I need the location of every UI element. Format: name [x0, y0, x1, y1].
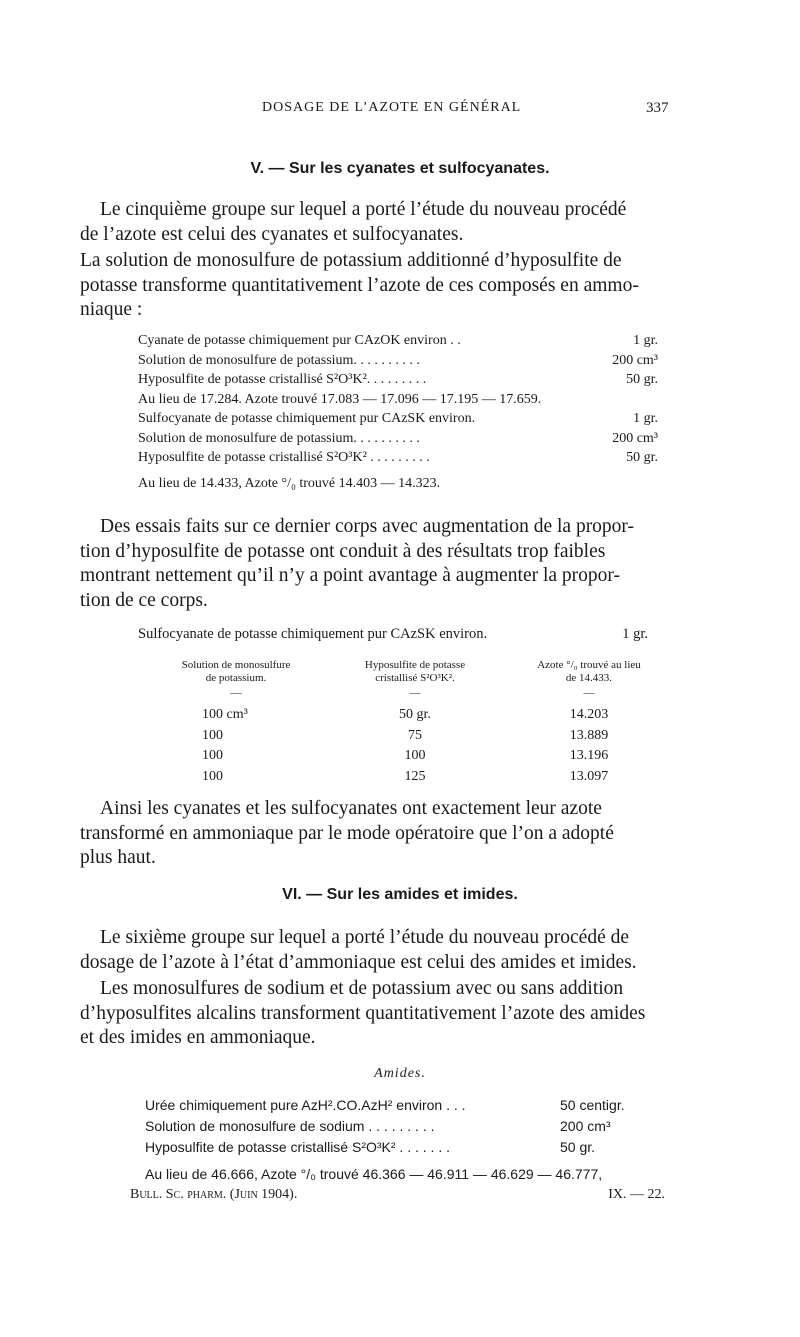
page-number: 337 [646, 100, 669, 116]
table-header [150, 659, 670, 685]
text-line: plus haut. [80, 847, 156, 868]
paragraph-intro-amides [80, 926, 700, 975]
column-header: Hyposulfite de potasse cristallisé S²O³K². [364, 659, 466, 684]
text-line: Les monosulfures de sodium et de potassium avec ou sans addition [100, 978, 624, 999]
footer-signature: IX. — 22. [608, 1187, 665, 1202]
list-item: Hyposulfite de potasse cristallisé S²O³K² . . . . . . . 50 gr. [145, 1139, 596, 1155]
paragraph-monosulfures [80, 977, 700, 1051]
result-line: Au lieu de 46.666, Azote °/₀ trouvé 46.366 — 46.911 — 46.629 — 46.777, [145, 1166, 603, 1182]
text-line: Ainsi les cyanates et les sulfocyanates ont exactement leur azote [100, 798, 602, 819]
table-dashes: — — — [230, 687, 595, 699]
table-row: 100 75 13.889 [202, 727, 609, 743]
column-header: Azote °/₀ trouvé au lieu de 14.433. [537, 659, 641, 684]
reagent-list-amides [145, 1095, 660, 1185]
text-line: tion de ce corps. [80, 589, 208, 611]
page-footer [130, 1187, 665, 1203]
paragraph-intro-cyanates [80, 198, 700, 247]
list-item: Solution de monosulfure de potassium. . . . . . . . . . 200 cm³ [138, 352, 658, 368]
text-line: niaque : [80, 299, 143, 320]
result-line: Au lieu de 14.433, Azote °/₀ trouvé 14.403 — 14.323. [138, 475, 441, 491]
paragraph-method [80, 249, 700, 323]
results-table [150, 659, 670, 787]
text-line: Le sixième groupe sur lequel a porté l’étude du nouveau procédé de [100, 927, 630, 948]
text-line: Des essais faits sur ce dernier corps avec augmentation de la propor- [100, 516, 635, 537]
list-item: Sulfocyanate de potasse chimiquement pur CAzSK environ. 1 gr. [138, 411, 658, 426]
text-line: transformé en ammoniaque par le mode opératoire que l’on a adopté [80, 822, 614, 844]
table-row: 100 cm³ 50 gr. 14.203 [202, 707, 609, 722]
paragraph-tests [80, 515, 700, 613]
list-item: Urée chimiquement pure AzH².CO.AzH² environ . . . 50 centigr. [145, 1097, 625, 1113]
list-item: Hyposulfite de potasse cristallisé S²O³K² . . . . . . . . . 50 gr. [138, 450, 658, 465]
list-item: Hyposulfite de potasse cristallisé S²O³K². . . . . . . . . 50 gr. [138, 372, 658, 387]
text-line: potasse transforme quantitativement l’azote de ces composés en ammo- [80, 274, 639, 296]
sulfocyanate-line: Sulfocyanate de potasse chimiquement pur CAzSK environ. 1 gr. [138, 626, 648, 642]
text-line: de l’azote est celui des cyanates et sulfocyanates. [80, 223, 464, 245]
list-item: Solution de monosulfure de potassium. . . . . . . . . . 200 cm³ [138, 430, 658, 446]
running-title: DOSAGE DE L’AZOTE EN GÉNÉRAL [262, 100, 522, 115]
paragraph-conclusion [80, 797, 700, 871]
table-row: 100 125 13.097 [202, 768, 609, 784]
reagent-list-cyanates [138, 331, 658, 493]
text-line: La solution de monosulfure de potassium additionné d’hyposulfite de [80, 250, 622, 271]
list-item: Au lieu de 17.284. Azote trouvé 17.083 — 17.096 — 17.195 — 17.659. [138, 391, 542, 407]
section-title-vi: VI. — Sur les amides et imides. [282, 886, 518, 903]
list-item: Solution de monosulfure de sodium . . . . . . . . . 200 cm³ [145, 1118, 611, 1134]
text-line: dosage de l’azote à l’état d’ammoniaque est celui des amides et imides. [80, 951, 637, 973]
text-line: montrant nettement qu’il n’y a point avantage à augmenter la propor- [80, 565, 621, 586]
footer-citation: Bull. Sc. pharm. (Juin 1904). [130, 1187, 298, 1202]
column-header: Solution de monosulfure de potassium. [181, 659, 291, 684]
text-line: et des imides en ammoniaque. [80, 1027, 316, 1048]
table-row: 100 100 13.196 [202, 748, 609, 763]
subheading-amides: Amides. [374, 1066, 426, 1081]
text-line: tion d’hyposulfite de potasse ont conduit à des résultats trop faibles [80, 540, 606, 562]
list-item: Cyanate de potasse chimiquement pur CAzOK environ . . 1 gr. [138, 333, 658, 348]
section-title-v: V. — Sur les cyanates et sulfocyanates. [250, 160, 550, 177]
text-line: d’hyposulfites alcalins transforment quantitativement l’azote des amides [80, 1002, 646, 1024]
text-line: Le cinquième groupe sur lequel a porté l’étude du nouveau procédé [100, 199, 627, 220]
